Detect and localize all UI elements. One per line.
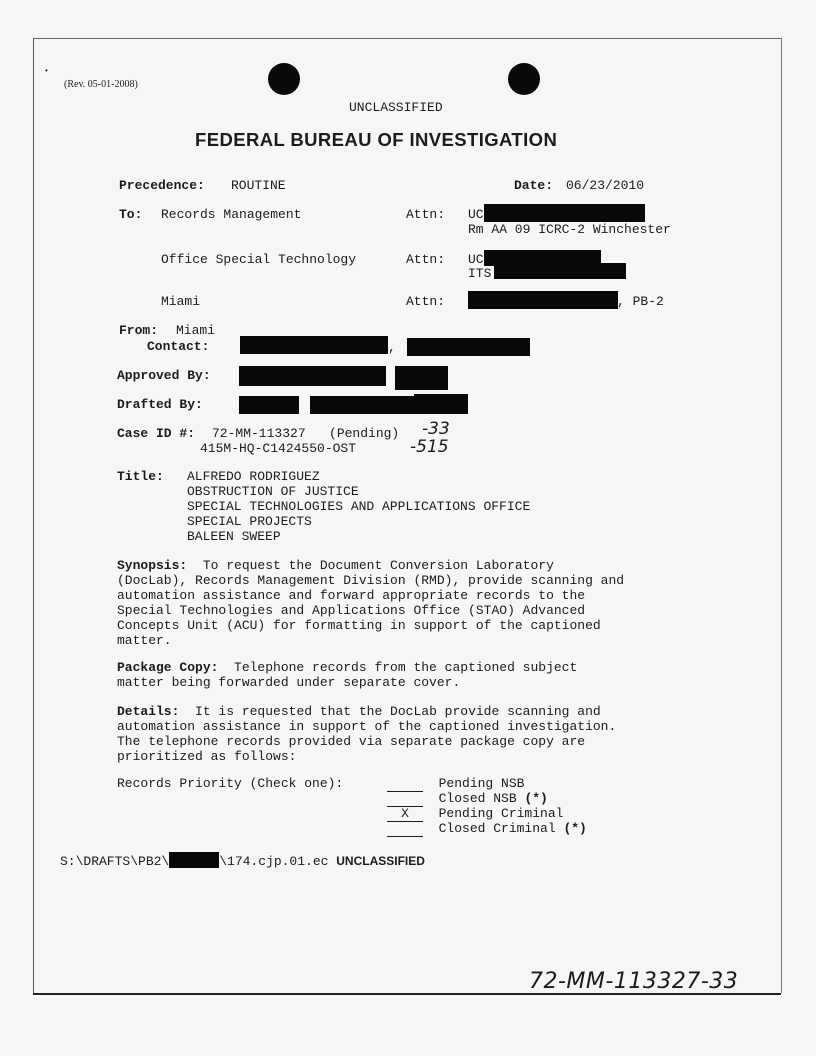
synopsis-line: matter. — [117, 633, 172, 648]
approved-by-label: Approved By: — [117, 368, 211, 383]
priority-option — [387, 806, 563, 822]
attn-3-suffix: , PB-2 — [617, 294, 664, 309]
date-label: Date: — [514, 178, 554, 193]
precedence-label: Precedence: — [119, 178, 205, 193]
priority-option-text: Closed NSB — [438, 791, 517, 806]
case-id-handwritten-1: -33 — [422, 419, 450, 439]
redaction-block — [310, 396, 414, 414]
footer-file-path — [60, 852, 425, 869]
redaction-block — [239, 396, 299, 414]
from-value: Miami — [176, 323, 216, 338]
scan-speck: • — [44, 67, 49, 76]
priority-option-star: (*) — [563, 821, 587, 836]
redaction-block — [484, 204, 645, 222]
redaction-block — [240, 336, 388, 354]
case-id-label: Case ID #: — [117, 426, 196, 441]
contact-label: Contact: — [147, 339, 210, 354]
checkbox-blank — [387, 776, 423, 792]
priority-option — [387, 821, 587, 837]
punch-hole-right — [508, 63, 540, 95]
case-id-handwritten-2: -515 — [410, 437, 449, 457]
title-line: OBSTRUCTION OF JUSTICE — [187, 484, 359, 499]
left-margin-line — [33, 38, 34, 993]
from-label: From: — [119, 323, 159, 338]
details-paragraph — [117, 704, 601, 719]
footer-path-prefix: S:\DRAFTS\PB2\ — [60, 854, 170, 869]
header-classification: UNCLASSIFIED — [349, 100, 443, 115]
to-recipient-3: Miami — [161, 294, 201, 309]
redaction-block — [239, 366, 386, 386]
package-copy-line: matter being forwarded under separate cover. — [117, 675, 461, 690]
checkbox-blank — [387, 791, 423, 807]
package-copy-paragraph — [117, 660, 577, 675]
footer-classification: UNCLASSIFIED — [336, 854, 425, 868]
handwritten-serial-number: 72-MM-113327-33 — [529, 969, 739, 994]
right-border-line — [781, 38, 782, 993]
synopsis-label: Synopsis: — [117, 558, 188, 573]
attn-label-2: Attn: — [406, 252, 446, 267]
synopsis-line: automation assistance and forward appropriate records to the — [117, 588, 586, 603]
details-line: automation assistance in support of the captioned investigation. — [117, 719, 617, 734]
synopsis-line: To request the Document Conversion Laboratory — [187, 558, 554, 573]
contact-comma: , — [388, 340, 396, 355]
precedence-value: ROUTINE — [231, 178, 286, 193]
details-label: Details: — [117, 704, 180, 719]
attn-label-1: Attn: — [406, 207, 446, 222]
agency-title: FEDERAL BUREAU OF INVESTIGATION — [195, 129, 558, 150]
checkbox-blank — [387, 821, 423, 837]
priority-option-text: Closed Criminal — [438, 821, 556, 836]
to-label: To: — [119, 207, 143, 222]
redaction-block — [414, 394, 468, 414]
redaction-block — [468, 291, 618, 309]
title-line: BALEEN SWEEP — [187, 529, 281, 544]
priority-option-text: Pending Criminal — [438, 806, 564, 821]
to-recipient-2: Office Special Technology — [161, 252, 357, 267]
title-label: Title: — [117, 469, 164, 484]
synopsis-paragraph — [117, 558, 554, 573]
attn-label-3: Attn: — [406, 294, 446, 309]
synopsis-line: Concepts Unit (ACU) for formatting in support of the captioned — [117, 618, 601, 633]
synopsis-line: (DocLab), Records Management Division (RMD), provide scanning and — [117, 573, 625, 588]
drafted-by-label: Drafted By: — [117, 397, 203, 412]
details-line: prioritized as follows: — [117, 749, 297, 764]
to-recipient-1: Records Management — [161, 207, 302, 222]
details-line: The telephone records provided via separate package copy are — [117, 734, 586, 749]
synopsis-line: Special Technologies and Applications Office (STAO) Advanced — [117, 603, 586, 618]
footer-path-suffix: \174.cjp.01.ec — [219, 854, 329, 869]
checkbox-checked: X — [387, 806, 423, 822]
attn-1-line1: UC — [468, 207, 484, 222]
priority-option — [387, 776, 524, 792]
redaction-block — [494, 263, 626, 279]
records-priority-label: Records Priority (Check one): — [117, 776, 344, 791]
case-id-line1: 72-MM-113327 (Pending) — [212, 426, 400, 441]
revision-label: (Rev. 05-01-2008) — [64, 79, 138, 90]
attn-2-line2: ITS — [468, 266, 492, 281]
package-copy-label: Package Copy: — [117, 660, 219, 675]
redaction-block — [407, 338, 530, 356]
punch-hole-left — [268, 63, 300, 95]
title-line: SPECIAL PROJECTS — [187, 514, 312, 529]
case-id-line2: 415M-HQ-C1424550-OST — [200, 441, 357, 456]
attn-2-line1: UC — [468, 252, 484, 267]
details-line: It is requested that the DocLab provide scanning and — [179, 704, 601, 719]
title-line: ALFREDO RODRIGUEZ — [187, 469, 320, 484]
priority-option — [387, 791, 548, 807]
redaction-block — [169, 852, 219, 868]
package-copy-line: Telephone records from the captioned subject — [218, 660, 578, 675]
top-border-line — [33, 38, 781, 39]
priority-option-text: Pending NSB — [438, 776, 525, 791]
date-value: 06/23/2010 — [566, 178, 645, 193]
priority-option-star: (*) — [524, 791, 548, 806]
redaction-block — [395, 366, 448, 390]
attn-1-line2: Rm AA 09 ICRC-2 Winchester — [468, 222, 671, 237]
title-line: SPECIAL TECHNOLOGIES AND APPLICATIONS OFFICE — [187, 499, 531, 514]
